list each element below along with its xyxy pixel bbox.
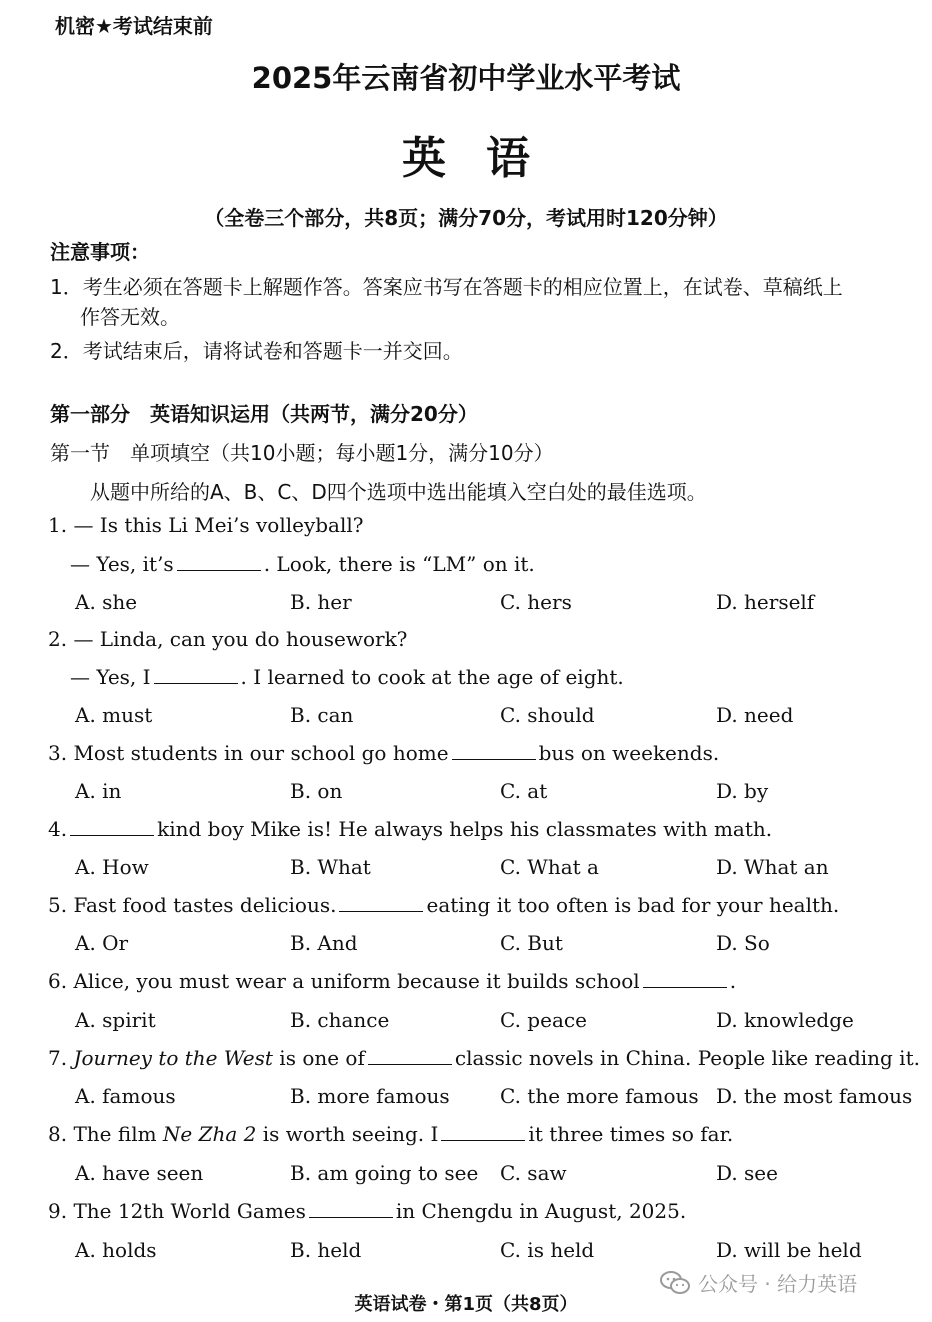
book-title: Journey to the West <box>73 1046 273 1070</box>
question-6: 6. Alice, you must wear a uniform because it builds school . <box>48 969 737 993</box>
option-c: C. hers <box>500 590 572 614</box>
option-a: A. famous <box>75 1084 176 1108</box>
option-b: B. on <box>290 779 343 803</box>
option-c: C. But <box>500 931 563 955</box>
option-d: D. need <box>716 703 794 727</box>
option-d: D. herself <box>716 590 815 614</box>
option-c: C. should <box>500 703 595 727</box>
option-d: D. see <box>716 1161 778 1185</box>
answer-blank <box>339 910 423 912</box>
answer-blank <box>154 682 238 684</box>
question-2-reply: — Yes, I . I learned to cook at the age of eight. <box>70 665 624 689</box>
instruction: 从题中所给的A、B、C、D四个选项中选出能填入空白处的最佳选项。 <box>90 480 707 504</box>
question-1: 1. — Is this Li Mei’s volleyball? <box>48 513 364 537</box>
answer-blank <box>368 1063 452 1065</box>
option-d: D. knowledge <box>716 1008 854 1032</box>
answer-blank <box>441 1139 525 1141</box>
section-heading: 第一节 单项填空（共10小题；每小题1分，满分10分） <box>50 441 554 465</box>
notice-item-2: 2．考试结束后，请将试卷和答题卡一并交回。 <box>50 339 463 363</box>
option-b: B. And <box>290 931 358 955</box>
option-a: A. she <box>75 590 138 614</box>
answer-blank <box>177 569 261 571</box>
answer-blank <box>643 986 727 988</box>
option-a: A. in <box>75 779 122 803</box>
answer-blank <box>309 1216 393 1218</box>
option-b: B. chance <box>290 1008 390 1032</box>
confidential-label: 机密★考试结束前 <box>55 14 213 38</box>
part-heading: 第一部分 英语知识运用（共两节，满分20分） <box>50 402 478 426</box>
option-a: A. must <box>75 703 153 727</box>
notice-heading: 注意事项： <box>50 240 150 264</box>
option-d: D. What an <box>716 855 829 879</box>
option-b: B. What <box>290 855 371 879</box>
option-c: C. What a <box>500 855 599 879</box>
option-c: C. is held <box>500 1238 595 1262</box>
question-3: 3. Most students in our school go home bus on weekends. <box>48 741 720 765</box>
question-5: 5. Fast food tastes delicious. eating it too often is bad for your health. <box>48 893 840 917</box>
option-d: D. by <box>716 779 769 803</box>
question-2: 2. — Linda, can you do housework? <box>48 627 408 651</box>
option-c: C. at <box>500 779 548 803</box>
option-a: A. spirit <box>75 1008 156 1032</box>
watermark-text: 公众号 · 给力英语 <box>698 1272 858 1296</box>
option-d: D. the most famous <box>716 1084 913 1108</box>
answer-blank <box>452 758 536 760</box>
option-d: D. So <box>716 931 770 955</box>
option-a: A. holds <box>75 1238 157 1262</box>
option-b: B. am going to see <box>290 1161 479 1185</box>
option-b: B. can <box>290 703 354 727</box>
question-1-reply: — Yes, it’s . Look, there is “LM” on it. <box>70 552 535 576</box>
option-d: D. will be held <box>716 1238 862 1262</box>
option-a: A. How <box>75 855 149 879</box>
notice-item-1-cont: 作答无效。 <box>80 305 180 329</box>
question-4: 4. kind boy Mike is! He always helps his classmates with math. <box>48 817 773 841</box>
option-a: A. Or <box>75 931 129 955</box>
question-8: 8. The film Ne Zha 2 is worth seeing. I it three times so far. <box>48 1122 734 1146</box>
option-a: A. have seen <box>75 1161 204 1185</box>
option-b: B. held <box>290 1238 362 1262</box>
option-c: C. peace <box>500 1008 587 1032</box>
exam-title: 2025年云南省初中学业水平考试 <box>251 61 681 95</box>
paper-info: （全卷三个部分，共8页；满分70分，考试用时120分钟） <box>204 206 728 230</box>
option-b: B. more famous <box>290 1084 450 1108</box>
film-title: Ne Zha 2 <box>162 1122 257 1146</box>
question-9: 9. The 12th World Games in Chengdu in August, 2025. <box>48 1199 687 1223</box>
option-b: B. her <box>290 590 352 614</box>
option-c: C. the more famous <box>500 1084 699 1108</box>
notice-item-1: 1．考生必须在答题卡上解题作答。答案应书写在答题卡的相应位置上，在试卷、草稿纸上 <box>50 275 843 299</box>
subject-title: 英语 <box>402 133 570 184</box>
answer-blank <box>70 834 154 836</box>
option-c: C. saw <box>500 1161 567 1185</box>
question-7: 7. Journey to the West is one of classic novels in China. People like reading it. <box>48 1046 920 1070</box>
page-footer: 英语试卷・第1页（共8页） <box>354 1294 578 1315</box>
